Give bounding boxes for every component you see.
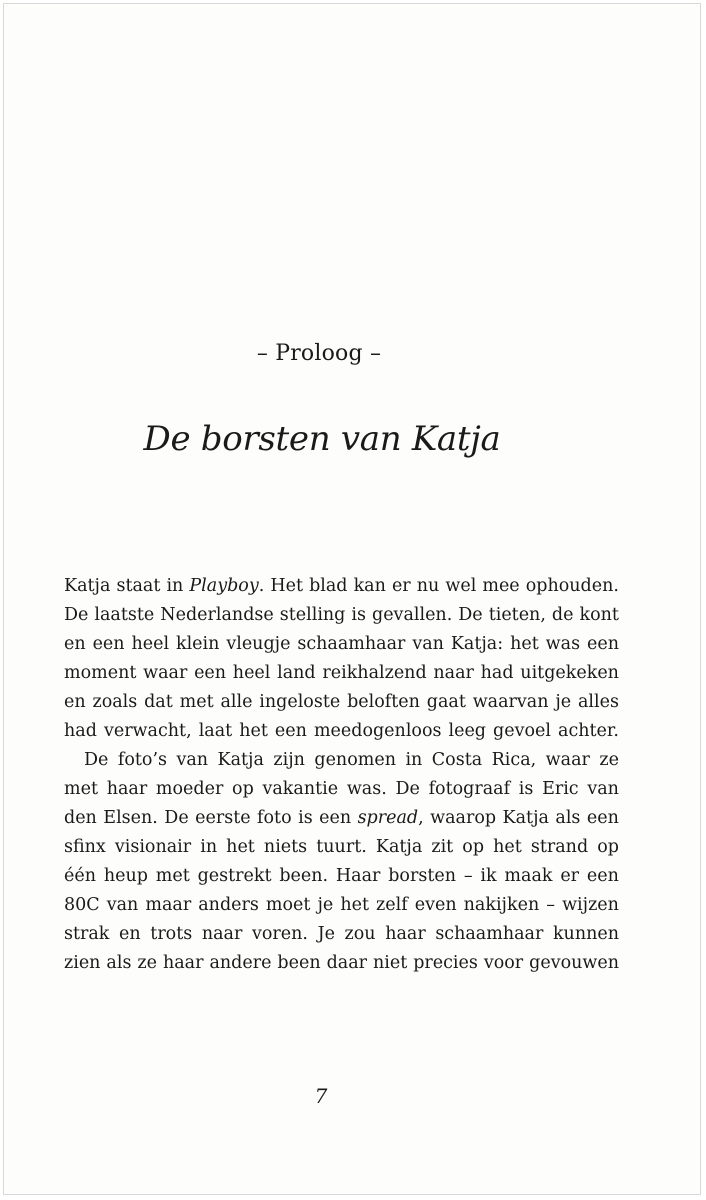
text-line [64,630,619,659]
text-line [64,891,619,920]
word: gestrekt [197,866,272,886]
word: in [405,750,423,770]
word: alles [578,692,619,712]
word: precies [413,953,478,973]
word: gevoel [493,721,551,741]
word: Katja: [450,634,504,654]
word: De [164,808,189,828]
word: schaamhaar [435,924,544,944]
word: was [545,634,581,654]
word: nakijken [463,895,540,915]
word: waar [545,750,590,770]
word: het [239,721,268,741]
word: en [64,634,86,654]
word: Elsen. [103,808,158,828]
word: was. [346,779,387,799]
word: zijn [273,750,305,770]
word: Katja [502,808,549,828]
word: niets [263,837,308,857]
word: fotograaf [428,779,511,799]
word: land [277,663,316,683]
word: mee [482,576,520,596]
book-page [3,3,701,1195]
word: en [64,692,86,712]
page-number: 7 [314,1084,328,1108]
text-line [64,688,619,717]
word: je [317,895,334,915]
word: Katja [64,576,111,596]
word: van [176,750,209,770]
word: De [458,605,483,625]
text-line [64,659,619,688]
word: is [351,605,366,625]
word: er [560,866,580,886]
word: been [277,953,321,973]
word: trots [150,924,193,944]
word: waar [143,663,188,683]
word: gevallen. [372,605,453,625]
word: wijzen [562,895,619,915]
text-line [64,601,619,630]
word: Haar [335,866,381,886]
word: strand [530,837,589,857]
word: uitgekeken [520,663,619,683]
word: klein [175,634,220,654]
word: laat [198,721,233,741]
word: blad [309,576,348,596]
word: van [587,779,619,799]
word: spread, [357,808,424,828]
word: – [463,866,473,886]
section-label: – Proloog – [256,341,382,366]
word: wel [445,576,477,596]
word: dat [144,692,173,712]
word: het [226,837,255,857]
word: De [395,779,420,799]
word: naar [433,663,474,683]
word: verwacht, [103,721,192,741]
word: had [64,721,97,741]
word: vakantie [262,779,339,799]
word: ingeloste [259,692,341,712]
word: schaamhaar [297,634,406,654]
word: zou [344,924,376,944]
word: een [586,634,619,654]
word: zelf [376,895,408,915]
word: been. [279,866,329,886]
word: haar [162,953,204,973]
word: voor [483,953,524,973]
text-line [64,775,619,804]
word: van [412,634,444,654]
word: de [551,605,574,625]
word: op [232,779,254,799]
word: waarop [430,808,497,828]
word: even [414,895,457,915]
word: een [319,808,352,828]
word: Katja [375,837,423,857]
word: Katja [217,750,264,770]
word: één [64,866,96,886]
text-line [64,949,619,978]
word: – [546,895,556,915]
word: meedogenloos [313,721,442,741]
word: Rica, [491,750,537,770]
word: niet [372,953,408,973]
word: een [274,721,307,741]
word: op [462,837,485,857]
word: heup [103,866,148,886]
word: maar [145,895,192,915]
word: op [597,837,619,857]
word: kont [579,605,619,625]
word: haar [106,779,148,799]
word: De [64,605,89,625]
word: is [298,808,313,828]
word: is [518,779,534,799]
word: visionair [114,837,192,857]
word: strak [64,924,110,944]
word: het [340,895,369,915]
text-line [64,572,619,601]
word: nu [416,576,440,596]
word: haar [385,924,426,944]
word: tuurt. [316,837,367,857]
word: kunnen [552,924,619,944]
word: het [493,837,522,857]
word: staat [116,576,161,596]
text-line [64,920,619,949]
word: Het [270,576,304,596]
word: van [106,895,139,915]
word: gaat [426,692,466,712]
word: met [155,866,190,886]
word: vleugje [226,634,291,654]
text-line [64,862,619,891]
word: genomen [314,750,396,770]
word: foto’s [117,750,167,770]
word: moet [265,895,311,915]
word: met [179,692,214,712]
word: den [64,808,97,828]
word: een [194,663,227,683]
word: een [586,866,619,886]
word: heel [131,634,170,654]
word: naar [201,924,243,944]
word: voren. [251,924,308,944]
word: een [586,808,619,828]
word: reikhalzend [322,663,427,683]
word: andere [209,953,272,973]
word: daar [326,953,367,973]
word: had [480,663,514,683]
word: achter. [558,721,619,741]
word: je [555,692,572,712]
word: in [200,837,218,857]
word: moeder [155,779,224,799]
text-line [64,746,619,775]
word: beloften [347,692,420,712]
chapter-title: De borsten van Katja [143,419,501,459]
word: in [166,576,184,596]
word: waarvan [472,692,549,712]
word: zit [431,837,454,857]
word: heel [232,663,271,683]
word: Nederlandse [160,605,274,625]
word: leeg [448,721,487,741]
word: Playboy. [189,576,265,596]
word: eerste [195,808,251,828]
word: laatste [94,605,155,625]
word: 80C [64,895,100,915]
word: sfinx [64,837,106,857]
text-line [64,804,619,833]
word: er [391,576,411,596]
word: ze [599,750,619,770]
word: als [106,953,132,973]
word: De [84,750,109,770]
word: alle [220,692,253,712]
word: en [119,924,141,944]
word: gevouwen [529,953,619,973]
word: Eric [542,779,579,799]
word: het [510,634,539,654]
word: Costa [431,750,483,770]
body-text [64,572,619,978]
word: stelling [279,605,346,625]
word: ze [137,953,157,973]
word: tieten, [488,605,546,625]
text-line [64,833,619,862]
word: kan [353,576,386,596]
word: Je [317,924,335,944]
word: moment [64,663,137,683]
text-line [64,717,619,746]
word: als [555,808,581,828]
word: ophouden. [525,576,619,596]
word: foto [257,808,292,828]
word: maak [504,866,553,886]
word: ik [480,866,497,886]
word: borsten [388,866,456,886]
word: met [64,779,98,799]
word: zien [64,953,101,973]
word: zoals [92,692,138,712]
word: een [92,634,125,654]
word: anders [198,895,259,915]
